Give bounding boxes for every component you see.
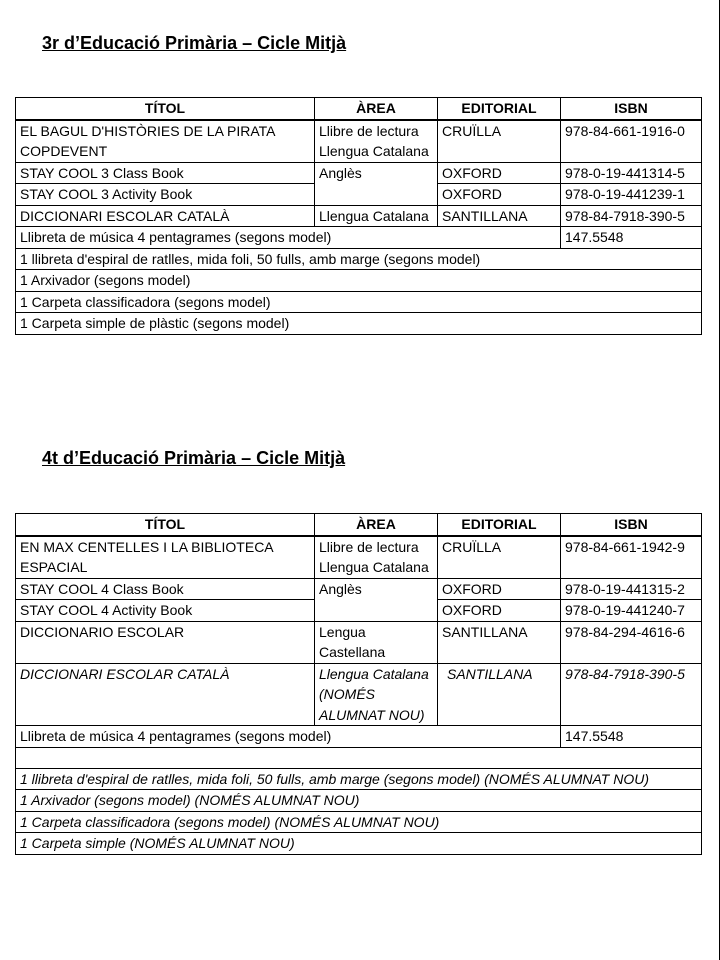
table-row: [16, 120, 702, 163]
book-isbn: 978-84-661-1916-0: [561, 120, 702, 163]
book-area: Llengua Catalana (NOMÉS ALUMNAT NOU): [315, 663, 438, 726]
table-row: [16, 536, 702, 579]
book-title: DICCIONARI ESCOLAR CATALÀ: [16, 205, 315, 227]
book-area-empty: [315, 600, 438, 622]
table-row-material: [16, 790, 702, 812]
book-title: EL BAGUL D'HISTÒRIES DE LA PIRATA COPDEVENT: [16, 120, 315, 163]
book-table-4: [15, 513, 702, 855]
table-header-row: [16, 514, 702, 536]
book-table-3: [15, 97, 702, 335]
book-area: Anglès: [315, 578, 438, 600]
material-item: 1 Arxivador (segons model): [16, 270, 702, 292]
book-publisher: CRUÏLLA: [438, 536, 561, 579]
music-notebook-code: 147.5548: [561, 227, 702, 249]
book-publisher: CRUÏLLA: [438, 120, 561, 163]
material-item: 1 Carpeta simple (NOMÉS ALUMNAT NOU): [16, 833, 702, 855]
book-title: STAY COOL 3 Activity Book: [16, 184, 315, 206]
material-item: 1 Carpeta simple de plàstic (segons model): [16, 313, 702, 335]
book-publisher: OXFORD: [438, 600, 561, 622]
col-header-publisher: EDITORIAL: [438, 514, 561, 536]
book-title: DICCIONARI ESCOLAR CATALÀ: [16, 663, 315, 726]
col-header-isbn: ISBN: [561, 514, 702, 536]
book-area: Llengua Catalana: [315, 205, 438, 227]
book-title: STAY COOL 4 Activity Book: [16, 600, 315, 622]
table-row-empty: [16, 747, 702, 768]
book-publisher: OXFORD: [438, 162, 561, 184]
table-row-material: [16, 248, 702, 270]
col-header-area: ÀREA: [315, 514, 438, 536]
material-item: 1 llibreta d'espiral de ratlles, mida foli, 50 fulls, amb marge (segons model) (NOMÉS ALUMNAT NOU): [16, 768, 702, 790]
book-title: STAY COOL 4 Class Book: [16, 578, 315, 600]
book-publisher: OXFORD: [438, 184, 561, 206]
table-row-material: [16, 270, 702, 292]
book-publisher: SANTILLANA: [438, 621, 561, 663]
book-isbn: 978-84-7918-390-5: [561, 663, 702, 726]
music-notebook-label: Llibreta de música 4 pentagrames (segons model): [16, 227, 561, 249]
table-header-row: [16, 98, 702, 120]
book-title: STAY COOL 3 Class Book: [16, 162, 315, 184]
book-isbn: 978-84-7918-390-5: [561, 205, 702, 227]
book-area-empty: [315, 184, 438, 206]
table-row-music: [16, 227, 702, 249]
book-publisher: SANTILLANA: [438, 663, 561, 726]
col-header-title: TÍTOL: [16, 98, 315, 120]
book-isbn: 978-84-661-1942-9: [561, 536, 702, 579]
book-title: DICCIONARIO ESCOLAR: [16, 621, 315, 663]
music-notebook-code: 147.5548: [561, 726, 702, 748]
table-row-material: [16, 833, 702, 855]
music-notebook-label: Llibreta de música 4 pentagrames (segons model): [16, 726, 561, 748]
table-row-material: [16, 811, 702, 833]
table-row: [16, 578, 702, 600]
book-publisher: OXFORD: [438, 578, 561, 600]
col-header-title: TÍTOL: [16, 514, 315, 536]
book-isbn: 978-0-19-441315-2: [561, 578, 702, 600]
book-isbn: 978-0-19-441314-5: [561, 162, 702, 184]
col-header-publisher: EDITORIAL: [438, 98, 561, 120]
table-row: [16, 600, 702, 622]
col-header-area: ÀREA: [315, 98, 438, 120]
table-row-material: [16, 291, 702, 313]
book-title: EN MAX CENTELLES I LA BIBLIOTECA ESPACIAL: [16, 536, 315, 579]
material-item: 1 Arxivador (segons model) (NOMÉS ALUMNAT NOU): [16, 790, 702, 812]
section-3-heading: 3r d’Educació Primària – Cicle Mitjà: [42, 33, 347, 53]
table-row: [16, 663, 702, 726]
col-header-isbn: ISBN: [561, 98, 702, 120]
table-row-music: [16, 726, 702, 748]
book-isbn: 978-0-19-441240-7: [561, 600, 702, 622]
book-area: Llibre de lectura Llengua Catalana: [315, 120, 438, 163]
empty-cell: [16, 747, 702, 768]
table-row: [16, 184, 702, 206]
material-item: 1 Carpeta classificadora (segons model) (NOMÉS ALUMNAT NOU): [16, 811, 702, 833]
book-area: Lengua Castellana: [315, 621, 438, 663]
table-row: [16, 162, 702, 184]
table-row-material: [16, 313, 702, 335]
table-row-material: [16, 768, 702, 790]
material-item: 1 llibreta d'espiral de ratlles, mida foli, 50 fulls, amb marge (segons model): [16, 248, 702, 270]
book-isbn: 978-84-294-4616-6: [561, 621, 702, 663]
book-isbn: 978-0-19-441239-1: [561, 184, 702, 206]
book-area: Anglès: [315, 162, 438, 184]
book-publisher: SANTILLANA: [438, 205, 561, 227]
table-row: [16, 205, 702, 227]
section-4-heading: 4t d’Educació Primària – Cicle Mitjà: [42, 448, 346, 468]
material-item: 1 Carpeta classificadora (segons model): [16, 291, 702, 313]
table-row: [16, 621, 702, 663]
book-area: Llibre de lectura Llengua Catalana: [315, 536, 438, 579]
